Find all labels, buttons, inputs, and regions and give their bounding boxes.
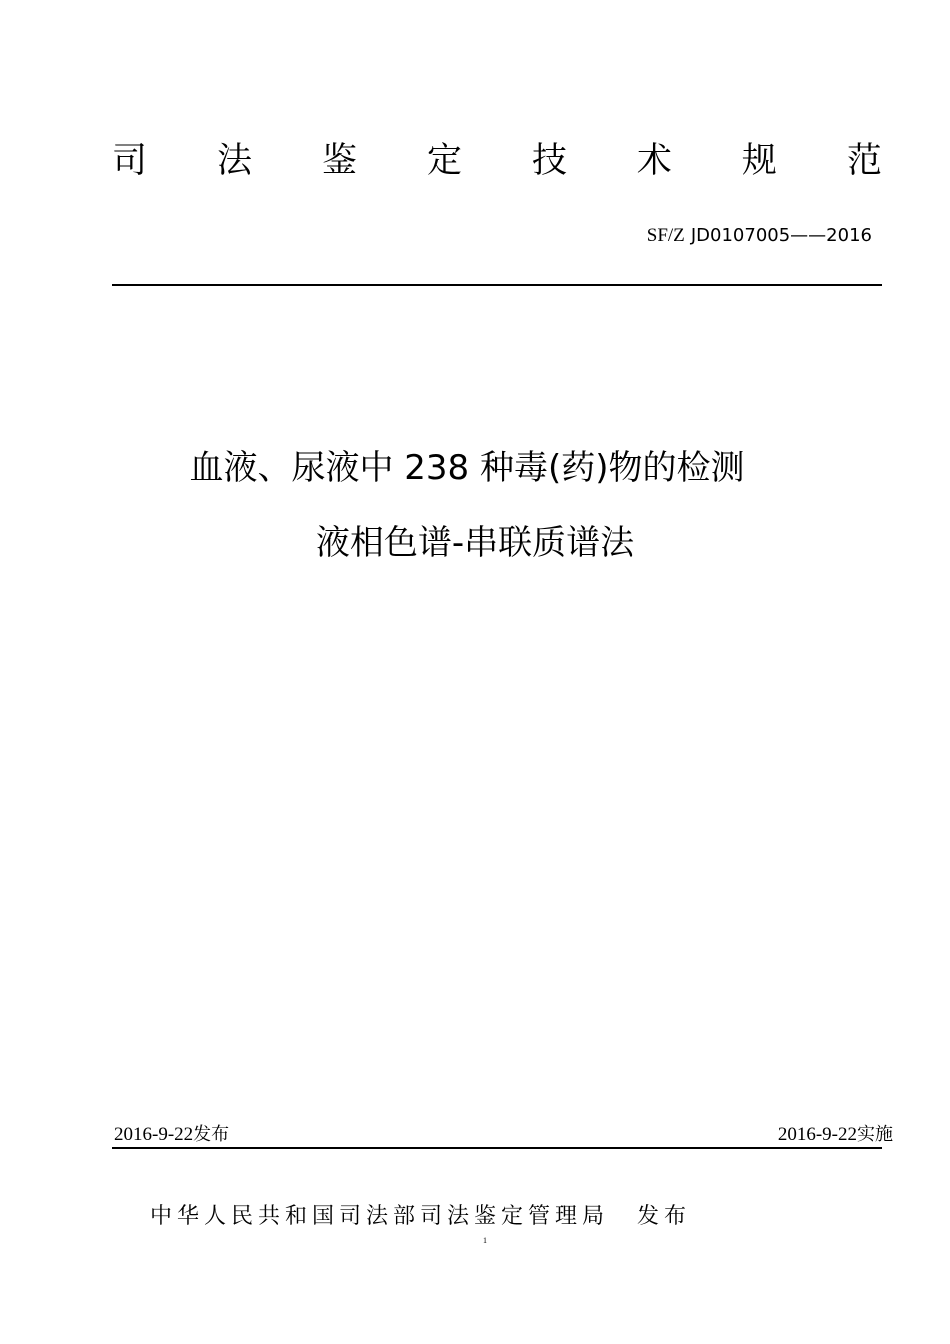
implementation-date-value: 2016-9-22	[777, 1124, 857, 1145]
issue-date-label: 发布	[193, 1124, 230, 1145]
title-char: 术	[636, 141, 672, 181]
title-char: 范	[846, 141, 882, 181]
title-char: 司	[112, 141, 148, 181]
title-char: 规	[741, 141, 777, 181]
issue-date-value: 2016-9-22	[114, 1124, 194, 1145]
title-char: 技	[531, 141, 567, 181]
footer-divider	[112, 1147, 882, 1149]
implementation-date	[778, 1122, 893, 1147]
title-char: 法	[216, 141, 252, 181]
header-divider	[112, 284, 882, 286]
standard-code: JD0107005——2016	[690, 225, 872, 246]
document-title-line-1: 血液、尿液中 238 种毒(药)物的检测	[189, 448, 745, 488]
document-title-line-2: 液相色谱-串联质谱法	[315, 523, 635, 563]
publisher	[150, 1202, 691, 1232]
implementation-date-label: 实施	[857, 1124, 893, 1145]
publisher-name: 中华人民共和国司法部司法鉴定管理局	[150, 1204, 610, 1229]
page-number: 1	[483, 1236, 487, 1245]
title-char: 定	[426, 141, 462, 181]
standard-number	[647, 222, 872, 249]
standard-prefix: SF/Z	[646, 225, 685, 246]
title-char: 鉴	[321, 141, 357, 181]
standard-category-title	[112, 138, 882, 184]
issue-date	[114, 1122, 229, 1147]
publisher-action: 发布	[637, 1204, 692, 1229]
